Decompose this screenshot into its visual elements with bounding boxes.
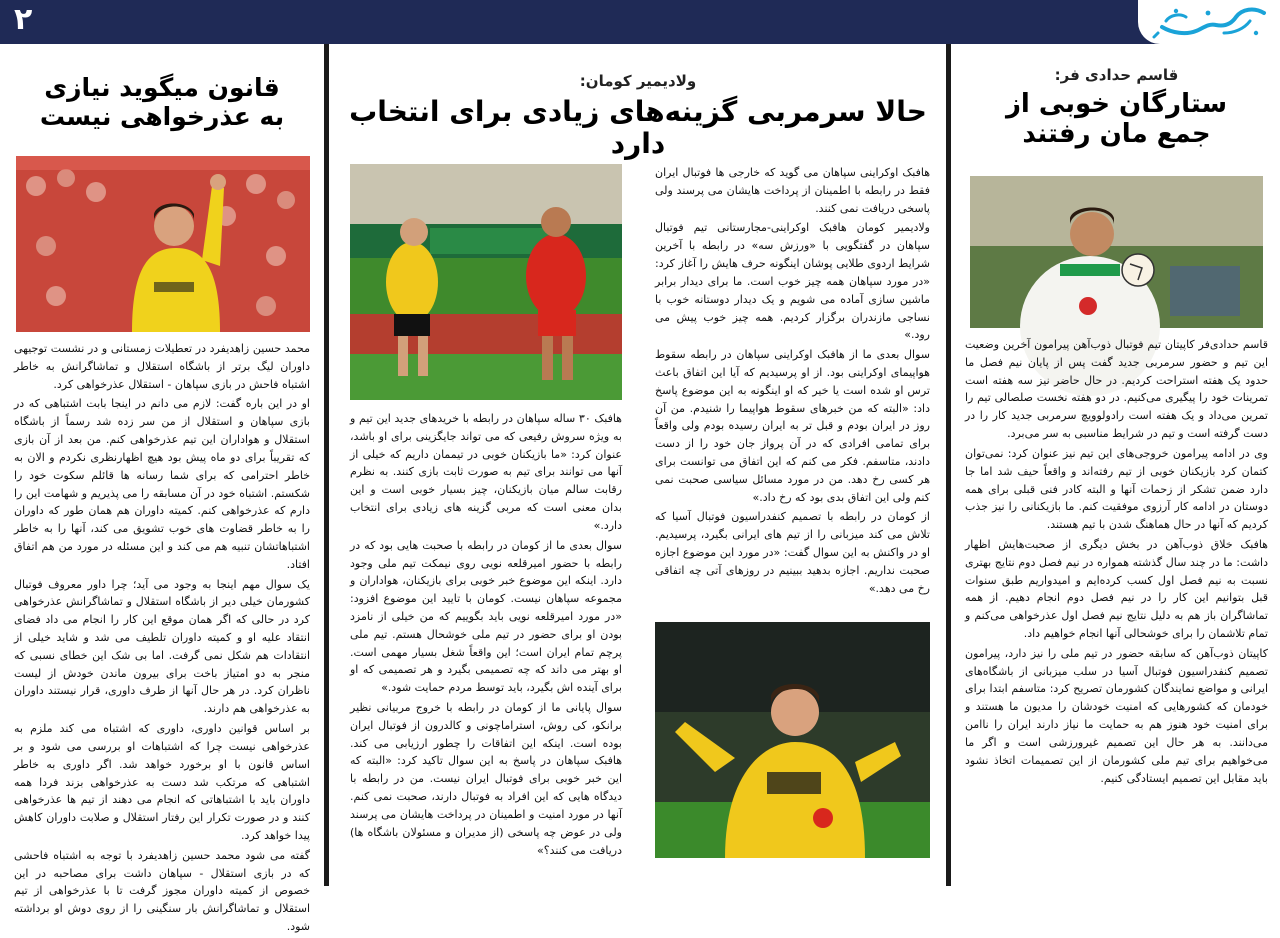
headline-line: به عذرخواهی نیست xyxy=(39,101,285,131)
body-paragraph: کاپیتان ذوب‌آهن که سابقه حضور در تیم ملی را نیز دارد، پیرامون تصمیم کنفدراسیون فوتبال آسیا در سلب میزبانی از باشگاه‌های ایرانی و مواضع نمایندگان کشورمان تصریح کرد: متاسفم ابتدا برای خودمان که کشورهایی که امنیت خودشان را مدیون ما هستند و برای امنیت خود هنوز هم به حمایت ما نیاز دارند ایران را ناامن می‌دانند. به هر حال این تصمیم غیرورزشی است و اگر ما می‌خواهیم برای تیم ملی کشورمان از این تصمیمات اتخاذ نشود باید مقابل این تصمیم ایستادگی کنیم. xyxy=(965,646,1268,785)
top-banner xyxy=(0,0,1280,44)
article-body-right xyxy=(655,164,930,600)
body-paragraph: محمد حسین زاهدیفرد در تعطیلات زمستانی و در نشست توجیهی داوران لیگ برتر از باشگاه استقلال و تماشاگرانش به خاطر اشتباه فاحش در بازی سپاهان - استقلال عذرخواهی کرد. xyxy=(14,342,310,391)
publication-logo xyxy=(1138,0,1280,44)
player-photo-koman xyxy=(655,622,930,858)
body-paragraph: او در این باره گفت: لازم می دانم در اینجا بابت اشتباهی که در بازی سپاهان و استقلال از من سر زده شد رسماً از باشگاه استقلال و هواداران این تیم عذرخواهی کنم. من بعد از آن بازی که تقریباً برای دو ماه پیش بود هیچ اظهارنظری نکردم و الان به خاطر احترامی که برای شما رسانه ها قائلم سکوت خود را شکستم. اشتباه خود در آن مسابقه را می پذیریم و شهامت این را دارم که عذرخواهی کنم. کمیته داوران هم همان طور که داوران را به خاطر قضاوت های خوب تشویق می کند، آنها را به خاطر اشتباهاتشان تنبیه هم می کند و این مسئله در مورد من هم اتفاق افتاد. xyxy=(14,397,310,571)
body-paragraph: قاسم حدادی‌فر کاپیتان تیم فوتبال ذوب‌آهن پیرامون آخرین وضعیت این تیم و حضور سرمربی جدید گفت پس از پایان نیم فصل ما حدود یک هفته استراحت کردیم. در حال حاضر نیز سه هفته است تمرینات خود را پیگیری می‌کنیم. در دو هفته نخست صلصالی تیم را تمرین می‌داد و یک هفته است رادولوویچ سرمربی جدید کار را در دست گرفته است و تیم در شرایط مناسبی به سر می‌برد. xyxy=(965,338,1268,441)
body-paragraph: سوال پایانی ما از کومان در رابطه با خروج مربیانی نظیر برانکو، کی روش، استراماچونی و کالدرون از فوتبال ایران بوده است. اینکه این اتفاقات را چطور ارزیابی می کند. هافبک سپاهان در پاسخ به این سوال تاکید کرد: «البته که این خبر خوبی برای فوتبال ایران نیست. من در رابطه با دیدگاه هایی که این افراد به فوتبال دارند، صحبت نمی کنم. آنها در مورد امنیت و اطمینان در پرداخت هایشان می پرسند ولی در عوض چه پاسخی (از مدیران و مسئولان باشگاه ها) دریافت می کنند؟» xyxy=(350,701,622,857)
article-body xyxy=(14,340,310,938)
body-paragraph: از کومان در رابطه با تصمیم کنفدراسیون فوتبال آسیا که تلاش می کند میزبانی را از تیم های ایرانی بگیرد، پرسیدیم. او در واکنش به این سوال گفت: «در مورد این موضوع اجازه صحبت نداریم. اجازه بدهید ببینیم در روزهای آتی چه اتفاقی رخ می دهد.» xyxy=(655,510,930,595)
body-paragraph: هافبک خلاق ذوب‌آهن در بخش دیگری از صحبت‌هایش اظهار داشت: ما در چند سال گذشته همواره در نیم فصل دوم نتایج بهتری نسبت به نیم فصل اول کسب کرده‌ایم و امیدواریم طبق سنوات قبل بتوانیم این کار را در نیم فصل دوم انجام دهیم. از همه تماشاگران باز هم به دلیل نتایج نیم فصل اول عذرخواهی می‌کنم و تمام تلاشمان را برای خوشحالی آنها انجام خواهیم داد. xyxy=(965,537,1268,640)
body-paragraph: بر اساس قوانین داوری، داوری که اشتباه می کند ملزم به عذرخواهی نیست چرا که اشتباهات او بررسی می شود و بر اساس قانون با او برخورد خواهد شد. اگر داوری به خاطر اشتباهی که مرتکب شد دست به عذرخواهی بزند فردا همه داوران باید با اشتباهاتی که انجام می دهند از تیم ها عذرخواهی کنند و در صورت تکرار این رفتار استقلال و صلابت داوران کاهش پیدا خواهد کرد. xyxy=(14,722,310,842)
article-kicker: قاسم حدادی فر: xyxy=(1054,66,1179,84)
headline-line: جمع مان رفتند xyxy=(1022,118,1211,149)
headline-line: ستارگان خوبی از xyxy=(1005,89,1228,119)
body-paragraph: ولادیمیر کومان هافبک اوکراینی-مجارستانی تیم فوتبال سپاهان در گفتگویی با «ورزش سه» در رابطه با آخرین شرایط اردوی طلایی پوشان اینگونه حرف هایش را آغاز کرد: «در مورد سپاهان همه چیز خوب است. ما برای دیدار برابر ماشین سازی آماده می شویم و یک دیدار دوستانه خوب با نساجی مازندران برگزار کردیم. همه چیز خوب پیش می رود.» xyxy=(655,221,930,342)
body-paragraph: یک سوال مهم اینجا به وجود می آید؛ چرا داور معروف فوتبال کشورمان خیلی دیر از باشگاه استقلال و تماشاگرانش عذرخواهی کرد در حالی که اگر همان موقع این کار را انجام می داد فضای انتقاد علیه او و کمیته داوران تلطیف می شد و شاید خیلی از انتقادات هم شکل نمی گرفت. اما بی شک این خطای نسبی که منجر به دو امتیاز باخت برای بیرون ماندن خودش از لیست ناظران کرد. در هر حال آنها از طرف داوری، قرار نیستند داوران به عذرخواهی هم دارند. xyxy=(14,577,310,716)
column-rule xyxy=(324,44,329,886)
logo-script-icon xyxy=(1146,3,1272,41)
article-headline: حالا سرمربی گزینه‌های زیادی برای انتخاب دارد xyxy=(349,95,927,161)
body-paragraph: سوال بعدی ما از کومان در رابطه با صحبت هایی بود که در رابطه با حضور امیرقلعه نویی روی نیمکت تیم ملی وجود دارد. اینکه این موضوع خبر خوبی برای بازیکنان، هواداران و مجموعه سپاهان نیست. کومان با تایید این موضوع افزود: «در مورد امیرقلعه نویی باید بگوییم که من خیلی از نامزد بودن او برای حضور در تیم ملی خوشحال هستم. تیم ملی پرچم تمام ایران است؛ این واقعاً شغل بسیار مهمی است. او بهتر می داند که چه تصمیمی بگیرد و هر تصمیمی که او برای آینده اش بگیرد، باید توسط مردم حمایت شود.» xyxy=(350,538,622,695)
player-photo-haddadifar xyxy=(970,176,1263,328)
article-koman xyxy=(330,44,946,886)
article-body xyxy=(965,336,1268,789)
page-number: ۲ xyxy=(14,2,33,37)
body-paragraph: وی در ادامه پیرامون خروجی‌های این تیم نیز عنوان کرد: نمی‌توان کتمان کرد بازیکنان خوبی از تیم رفته‌اند و واقعاً حیف شد اما جا دارد ضمن تشکر از زحمات آنها و البته کادر فنی قبلی برای همه دوستان در ادامه کار آرزوی موفقیت کنم. ما بازیکنانی را نیز جذب کردیم که آنها در حال هماهنگ شدن با تیم هستند. xyxy=(965,446,1268,532)
article-zahedifard xyxy=(0,44,324,933)
body-paragraph: هافبک ۳۰ ساله سپاهان در رابطه با خریدهای جدید این تیم و به ویژه سروش رفیعی که می تواند جایگزینی برای او باشد، عنوان کرد: «ما بازیکنان خوبی در تیممان داریم که خیلی از آنها می توانند برای تیم به صورت ثابت بازی کنند. به نظرم رقابت سالم میان بازیکنان، چیز بسیار خوبی است و این بدان معنی است که مربی گزینه های زیادی برای انتخاب دارد.» xyxy=(350,412,622,532)
body-paragraph: سوال بعدی ما از هافبک اوکراینی سپاهان در رابطه سقوط هواپیمای اوکراینی بود. از او پرسیدیم که آیا این اتفاق باعث ترس او شده است یا خیر که او اینگونه به این موضوع پاسخ داد: «البته که من خبرهای سقوط هواپیما را شنیدم. من آن روز در ایران بودم و قبل تر به ایران رسیده بودم ولی واقعاً برای تمامی افرادی که در آن پرواز جان خود را از دست دادند، متاسفم. فکر می کنم که این اتفاق می توانست برای هر کسی رخ دهد. من در مورد مسائل سیاسی صحبت نمی کنم ولی این اتفاق بدی بود که رخ داد.» xyxy=(655,348,930,504)
headline-line: قانون میگوید نیازی xyxy=(44,73,280,102)
body-paragraph: هافبک اوکراینی سپاهان می گوید که خارجی ها فوتبال ایران فقط در رابطه با اطمینان از پرداخت هایشان می پرسند ولی پاسخی دریافت نمی کنند. xyxy=(655,166,930,215)
article-headline xyxy=(953,90,1280,150)
article-kicker: ولادیمیر کومان: xyxy=(579,72,697,90)
article-haddadifar xyxy=(953,44,1280,886)
column-rule xyxy=(946,44,951,886)
article-body-left xyxy=(350,410,622,861)
article-headline xyxy=(0,74,324,132)
match-photo-sepahan-foolad xyxy=(350,164,622,400)
body-paragraph: گفته می شود محمد حسین زاهدیفرد با توجه به اشتباه فاحشی که در بازی استقلال - سپاهان داشت برای مصاحبه در این خصوص از کمیته داوران مجوز گرفت تا با عذرخواهی از تیم استقلال و تماشاگرانش بار سنگینی را از روی دوش او برداشته شود. xyxy=(14,848,310,933)
referee-photo xyxy=(16,156,310,332)
